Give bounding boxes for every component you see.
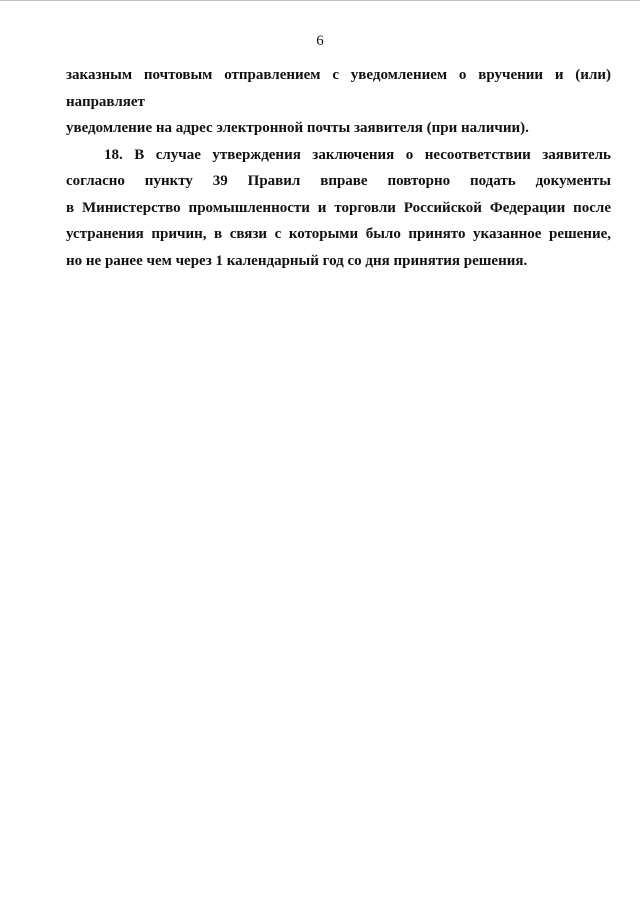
paragraph-line: устранения причин, в связи с которыми было принято указанное решение, — [66, 226, 611, 242]
paragraph-line: согласно пункту 39 Правил вправе повторно подать документы — [66, 173, 611, 189]
document-body — [66, 62, 611, 274]
top-edge-line — [0, 0, 640, 1]
paragraph-line: уведомление на адрес электронной почты заявителя (при наличии). — [66, 120, 529, 136]
paragraph-line: заказным почтовым отправлением с уведомлением о вручении и (или) направляет — [66, 67, 611, 110]
page-number: 6 — [316, 33, 324, 49]
paragraph-line: 18. В случае утверждения заключения о несоответствии заявитель — [104, 146, 611, 163]
paragraph-line: но не ранее чем через 1 календарный год со дня принятия решения. — [66, 252, 528, 269]
paragraph-line: в Министерство промышленности и торговли Российской Федерации после — [66, 199, 611, 216]
